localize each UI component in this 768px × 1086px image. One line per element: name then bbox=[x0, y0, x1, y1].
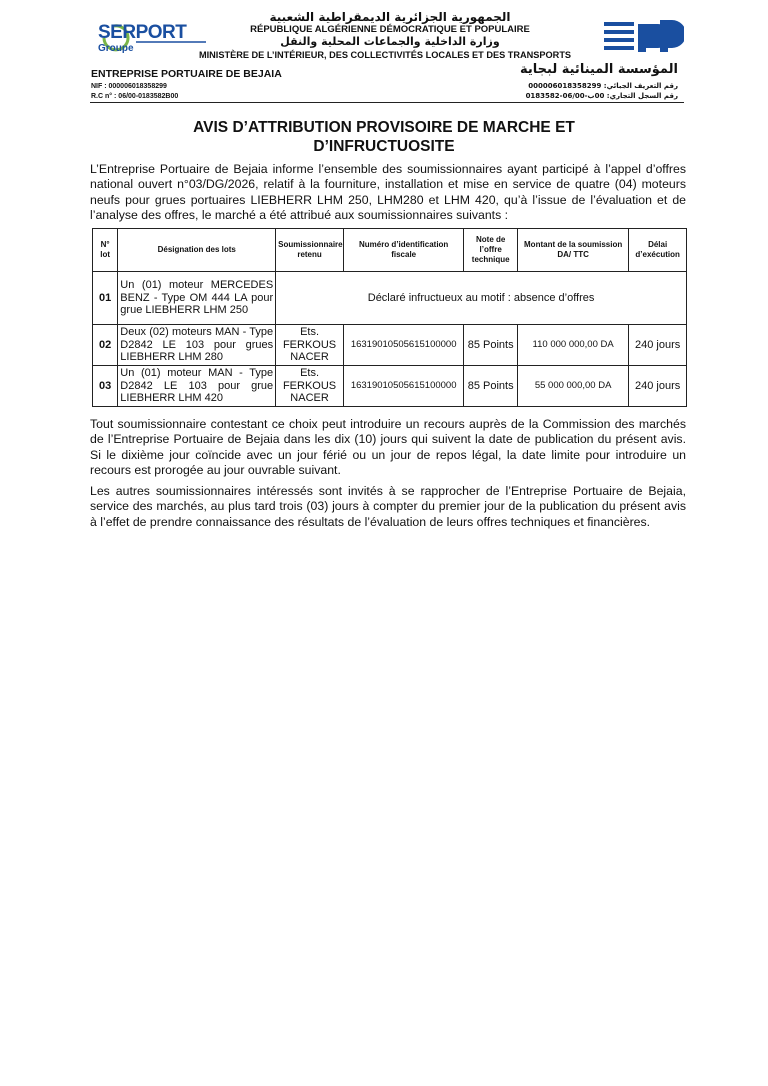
enterprise-nif-arabic: رقم التعريف الجبائي: 000006018358299 bbox=[528, 82, 678, 90]
lot-status: Déclaré infructueux au motif : absence d’offres bbox=[276, 272, 687, 325]
lot-number: 01 bbox=[93, 272, 118, 325]
header-ministry: MINISTÈRE DE L’INTÉRIEUR, DES COLLECTIVITÉS LOCALES ET DES TRANSPORTS bbox=[198, 50, 572, 60]
header-montant: Montant de la soumission DA/ TTC bbox=[517, 229, 628, 272]
title-line-2: D’INFRUCTUOSITE bbox=[313, 138, 455, 155]
lot-nif: 16319010505615100000 bbox=[343, 366, 463, 407]
header-arabic-republic: الجمهورية الجزائرية الديمقراطية الشعبية bbox=[269, 10, 511, 24]
header-note: Note de l’offre technique bbox=[464, 229, 518, 272]
lot-delai: 240 jours bbox=[629, 366, 687, 407]
lot-soumissionnaire: Ets. FERKOUS NACER bbox=[276, 325, 344, 366]
lot-number: 03 bbox=[93, 366, 118, 407]
enterprise-nif: NIF : 000006018358299 bbox=[91, 83, 167, 90]
svg-text:Groupe: Groupe bbox=[98, 43, 134, 54]
lot-nif: 16319010505615100000 bbox=[343, 325, 463, 366]
header-num: N° lot bbox=[93, 229, 118, 272]
recours-paragraph: Tout soumissionnaire contestant ce choix peut introduire un recours auprès de la Commission des marchés de l’Entreprise Portuaire de Bejaia dans les dix (10) jours qui suivent la date de publication du présent avis. Si le dixième jour coïncide avec un jour férié ou un jour de repos légal, la date limite pour introduire un recours est prorogée au jour ouvrable suivant. bbox=[90, 417, 686, 478]
lot-montant: 110 000 000,00 DA bbox=[517, 325, 628, 366]
header-soumissionnaire: Soumissionnaire retenu bbox=[276, 229, 344, 272]
enterprise-name-arabic: المؤسسة المينائية لبجاية bbox=[520, 62, 678, 77]
lot-delai: 240 jours bbox=[629, 325, 687, 366]
enterprise-rc-arabic: رقم السجل التجاري: 00ب-06/00-0183582 bbox=[525, 92, 678, 100]
header-designation: Désignation des lots bbox=[118, 229, 276, 272]
lot-number: 02 bbox=[93, 325, 118, 366]
document-title bbox=[100, 118, 668, 156]
header-nif: Numéro d’identification fiscale bbox=[343, 229, 463, 272]
header-republic: RÉPUBLIQUE ALGÉRIENNE DÉMOCRATIQUE ET POPULAIRE bbox=[250, 24, 530, 35]
table-row bbox=[93, 366, 687, 407]
intro-paragraph: L’Entreprise Portuaire de Bejaia informe l’ensemble des soumissionnaires ayant participé à l’appel d’offres national ouvert n°03/DG/2026, relatif à la fourniture, installation et mise en service de quatre (04) moteurs neufs pour grues portuaires LIEBHERR LHM 250, LHM280 et LHM 420, qu’à l’issue de l’évaluation et de l’analyse des offres, le marché a été attribué aux soumissionnaires suivants : bbox=[90, 162, 686, 223]
lot-designation: Un (01) moteur MAN - Type D2842 LE 103 pour grue LIEBHERR LHM 420 bbox=[118, 366, 276, 407]
table-row bbox=[93, 325, 687, 366]
lot-soumissionnaire: Ets. FERKOUS NACER bbox=[276, 366, 344, 407]
header-delai: Délai d’exécution bbox=[629, 229, 687, 272]
attribution-table bbox=[92, 228, 687, 407]
title-line-1: AVIS D’ATTRIBUTION PROVISOIRE DE MARCHE ET bbox=[193, 119, 575, 136]
lot-designation: Deux (02) moteurs MAN - Type D2842 LE 103 pour grues LIEBHERR LHM 280 bbox=[118, 325, 276, 366]
lot-note: 85 Points bbox=[464, 325, 518, 366]
enterprise-rc: R.C n° : 06/00-0183582B00 bbox=[91, 93, 179, 100]
lot-designation: Un (01) moteur MERCEDES BENZ - Type OM 444 LA pour grue LIEBHERR LHM 250 bbox=[118, 272, 276, 325]
table-header-row bbox=[93, 229, 687, 272]
lot-note: 85 Points bbox=[464, 366, 518, 407]
header-divider bbox=[90, 102, 684, 103]
lot-montant: 55 000 000,00 DA bbox=[517, 366, 628, 407]
enterprise-name: ENTREPRISE PORTUAIRE DE BEJAIA bbox=[91, 68, 282, 80]
table-row bbox=[93, 272, 687, 325]
others-paragraph: Les autres soumissionnaires intéressés sont invités à se rapprocher de l’Entreprise Portuaire de Bejaia, service des marchés, au plus tard trois (03) jours à compter du premier jour de la publication du présent avis à l’effet de prendre connaissance des résultats de l’évaluation de leurs offres techniques et financières. bbox=[90, 484, 686, 529]
svg-text:SERPORT: SERPORT bbox=[98, 22, 187, 43]
header-arabic-ministry: وزارة الداخلية والجماعات المحلية والنقل bbox=[280, 35, 500, 48]
